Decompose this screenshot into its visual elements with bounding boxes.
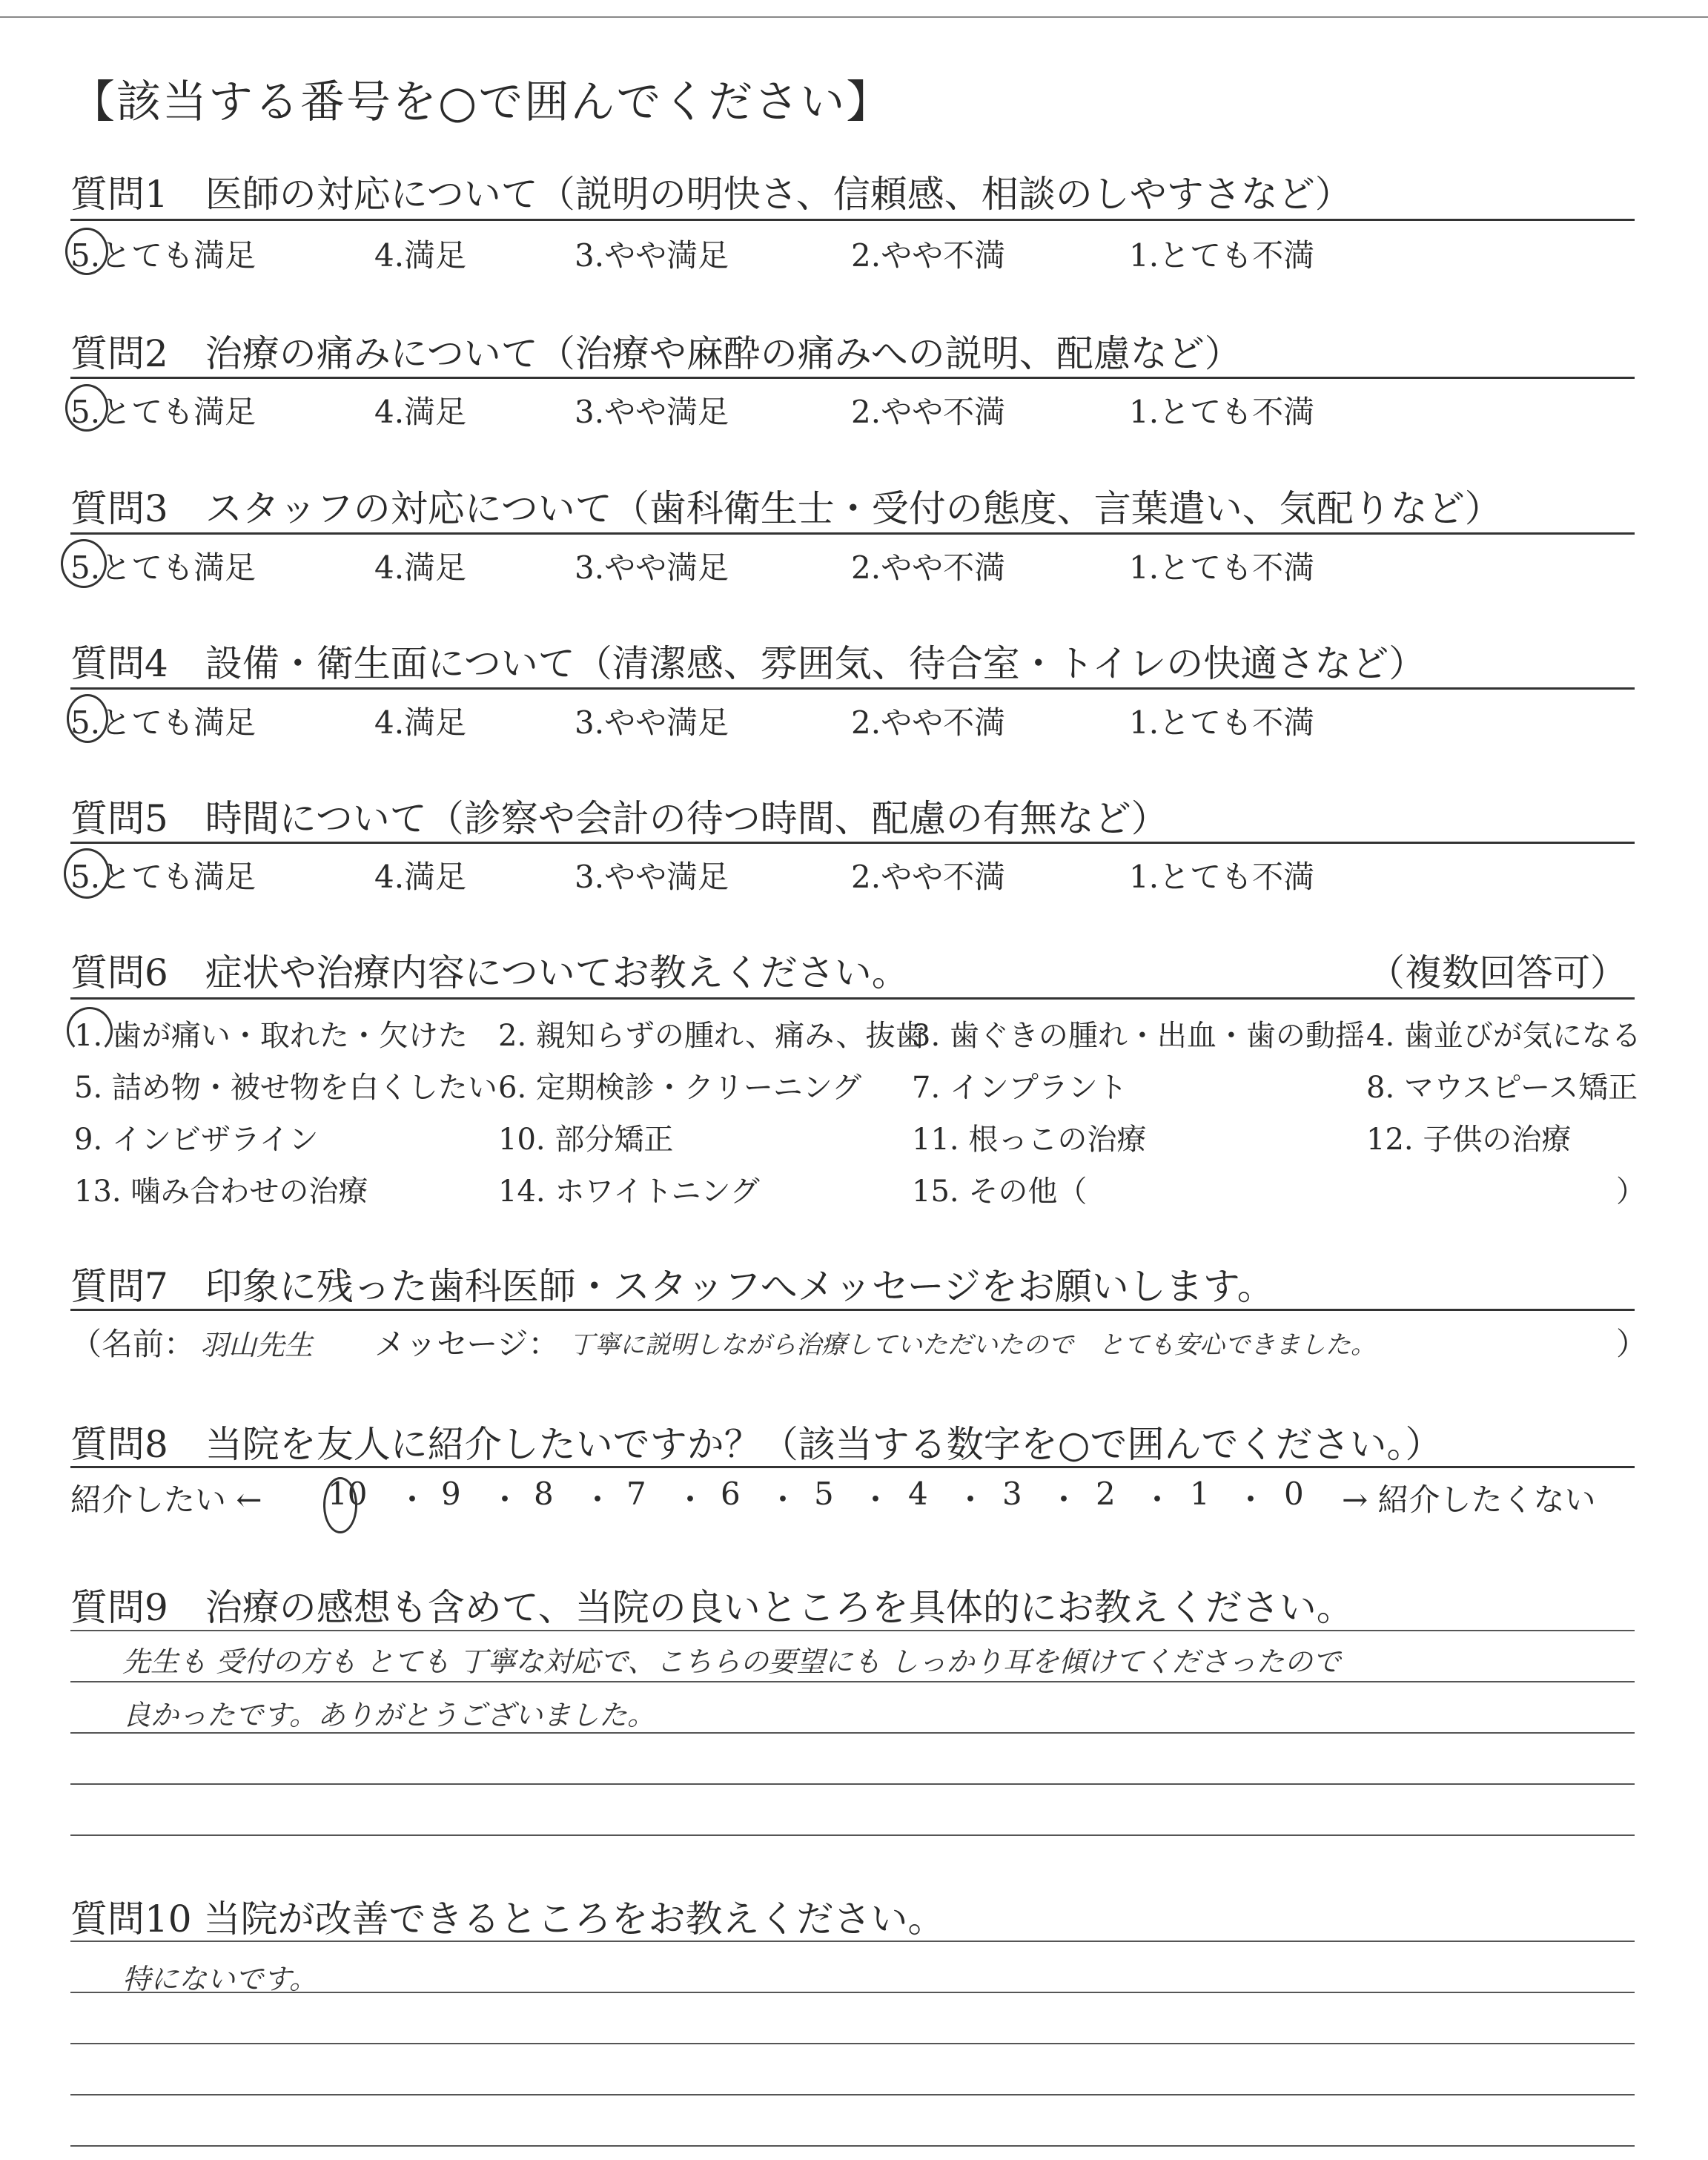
answer-circle bbox=[67, 1007, 113, 1054]
answer-circle bbox=[67, 694, 108, 743]
scale-dot: ・ bbox=[860, 1482, 892, 1518]
scale-number[interactable]: 1 bbox=[1190, 1476, 1210, 1512]
option-4[interactable]: 4.満足 bbox=[374, 237, 467, 274]
answer-line bbox=[70, 1783, 1635, 1785]
option-2[interactable]: 2.やや不満 bbox=[851, 549, 1006, 586]
answer-line bbox=[70, 1834, 1635, 1836]
answer-line bbox=[70, 2043, 1635, 2044]
scale-dot: ・ bbox=[1235, 1482, 1267, 1518]
symptom-option[interactable]: 8. マウスピース矯正 bbox=[1366, 1071, 1638, 1105]
answer-line bbox=[70, 1681, 1635, 1682]
scale-number[interactable]: 7 bbox=[626, 1476, 646, 1512]
question-1-rule bbox=[70, 219, 1635, 221]
name-label: （名前： bbox=[70, 1326, 196, 1362]
symptom-option[interactable]: 7. インプラント bbox=[912, 1071, 1128, 1105]
option-4[interactable]: 4.満足 bbox=[374, 704, 467, 741]
scale-number[interactable]: 4 bbox=[908, 1476, 928, 1512]
scale-dot: ・ bbox=[582, 1482, 614, 1518]
scale-number[interactable]: 0 bbox=[1284, 1476, 1304, 1512]
scale-number[interactable]: 10 bbox=[328, 1476, 368, 1512]
multiple-answers-note: （複数回答可） bbox=[1368, 951, 1627, 994]
symptom-option[interactable]: 12. 子供の治療 bbox=[1366, 1123, 1572, 1157]
other-close-paren: ） bbox=[1616, 1175, 1646, 1209]
question-10-heading: 質問10 当院が改善できるところをお教えください。 bbox=[70, 1898, 945, 1941]
scale-number[interactable]: 9 bbox=[441, 1476, 461, 1512]
question-7-rule bbox=[70, 1309, 1635, 1311]
scale-dot: ・ bbox=[675, 1482, 706, 1518]
question-5-heading: 質問5 時間について（診察や会計の待つ時間、配慮の有無など） bbox=[70, 797, 1168, 840]
scale-dot: ・ bbox=[767, 1482, 799, 1518]
answer-line bbox=[70, 2145, 1635, 2147]
q10-answer-line-1[interactable]: 特にないです。 bbox=[122, 1963, 317, 1995]
question-5-rule bbox=[70, 842, 1635, 844]
scale-dot: ・ bbox=[955, 1482, 987, 1518]
question-1-heading: 質問1 医師の対応について（説明の明快さ、信頼感、相談のしやすさなど） bbox=[70, 173, 1352, 216]
option-3[interactable]: 3.やや満足 bbox=[575, 859, 729, 895]
answer-line bbox=[70, 1992, 1635, 1993]
answer-line bbox=[70, 2094, 1635, 2095]
symptom-option[interactable]: 15. その他（ bbox=[912, 1175, 1088, 1209]
question-4-heading: 質問4 設備・衛生面について（清潔感、雰囲気、待合室・トイレの快適さなど） bbox=[70, 642, 1426, 685]
scale-dot: ・ bbox=[1048, 1482, 1080, 1518]
option-2[interactable]: 2.やや不満 bbox=[851, 237, 1006, 274]
answer-circle bbox=[61, 539, 107, 588]
question-6-heading: 質問6 症状や治療内容についてお教えください。 bbox=[70, 951, 909, 994]
option-1[interactable]: 1.とても不満 bbox=[1129, 549, 1315, 586]
symptom-option[interactable]: 9. インビザライン bbox=[74, 1123, 319, 1157]
symptom-option[interactable]: 5. 詰め物・被せ物を白くしたい bbox=[74, 1071, 497, 1105]
answer-circle bbox=[323, 1477, 357, 1533]
option-3[interactable]: 3.やや満足 bbox=[575, 237, 729, 274]
option-1[interactable]: 1.とても不満 bbox=[1129, 394, 1315, 430]
scan-top-edge bbox=[0, 16, 1708, 18]
q9-answer-line-1[interactable]: 先生も 受付の方も とても 丁寧な対応で、こちらの要望にも しっかり耳を傾けてくださったので bbox=[122, 1645, 1341, 1678]
message-value[interactable]: 丁寧に説明しながら治療していただいたので とても安心できました。 bbox=[569, 1330, 1376, 1360]
question-2-rule bbox=[70, 377, 1635, 379]
question-2-heading: 質問2 治療の痛みについて（治療や麻酔の痛みへの説明、配慮など） bbox=[70, 332, 1242, 375]
symptom-option[interactable]: 2. 親知らずの腫れ、痛み、抜歯 bbox=[498, 1019, 925, 1053]
answer-line bbox=[70, 1941, 1635, 1942]
option-1[interactable]: 1.とても不満 bbox=[1129, 704, 1315, 741]
option-4[interactable]: 4.満足 bbox=[374, 394, 467, 430]
symptom-option[interactable]: 13. 噛み合わせの治療 bbox=[74, 1175, 368, 1209]
scale-dot: ・ bbox=[1142, 1482, 1174, 1518]
message-label: メッセージ： bbox=[374, 1326, 560, 1362]
option-5[interactable]: 5.とても満足 bbox=[70, 549, 256, 586]
question-6-rule bbox=[70, 997, 1635, 1000]
symptom-option[interactable]: 11. 根っこの治療 bbox=[912, 1123, 1147, 1157]
scale-dot: ・ bbox=[489, 1482, 521, 1518]
question-3-rule bbox=[70, 532, 1635, 535]
option-5[interactable]: 5.とても満足 bbox=[70, 704, 256, 741]
symptom-option[interactable]: 1. 歯が痛い・取れた・欠けた bbox=[74, 1019, 468, 1053]
option-5[interactable]: 5.とても満足 bbox=[70, 859, 256, 895]
question-3-heading: 質問3 スタッフの対応について（歯科衛生士・受付の態度、言葉遣い、気配りなど） bbox=[70, 487, 1502, 530]
symptom-option[interactable]: 3. 歯ぐきの腫れ・出血・歯の動揺 bbox=[912, 1019, 1365, 1053]
answer-circle bbox=[64, 848, 110, 899]
option-4[interactable]: 4.満足 bbox=[374, 859, 467, 895]
option-2[interactable]: 2.やや不満 bbox=[851, 859, 1006, 895]
option-4[interactable]: 4.満足 bbox=[374, 549, 467, 586]
answer-circle bbox=[65, 384, 108, 432]
page-title: 【該当する番号を○で囲んでください】 bbox=[70, 76, 893, 128]
scale-number[interactable]: 6 bbox=[721, 1476, 741, 1512]
symptom-option[interactable]: 10. 部分矯正 bbox=[498, 1123, 674, 1157]
q9-answer-line-2[interactable]: 良かったです。ありがとうございました。 bbox=[122, 1699, 655, 1731]
scale-number[interactable]: 2 bbox=[1096, 1476, 1116, 1512]
scale-number[interactable]: 3 bbox=[1002, 1476, 1022, 1512]
option-1[interactable]: 1.とても不満 bbox=[1129, 237, 1315, 274]
symptom-option[interactable]: 14. ホワイトニング bbox=[498, 1175, 760, 1209]
question-8-heading: 質問8 当院を友人に紹介したいですか？（該当する数字を○で囲んでください。） bbox=[70, 1423, 1443, 1466]
answer-line bbox=[70, 1732, 1635, 1734]
option-2[interactable]: 2.やや不満 bbox=[851, 394, 1006, 430]
scale-right-label: → 紹介したくない bbox=[1342, 1482, 1596, 1518]
scale-number[interactable]: 8 bbox=[534, 1476, 554, 1512]
option-3[interactable]: 3.やや満足 bbox=[575, 704, 729, 741]
option-2[interactable]: 2.やや不満 bbox=[851, 704, 1006, 741]
answer-line bbox=[70, 1630, 1635, 1631]
option-3[interactable]: 3.やや満足 bbox=[575, 394, 729, 430]
question-4-rule bbox=[70, 687, 1635, 690]
question-9-heading: 質問9 治療の感想も含めて、当院の良いところを具体的にお教えください。 bbox=[70, 1586, 1354, 1629]
question-8-rule bbox=[70, 1466, 1635, 1468]
symptom-option[interactable]: 6. 定期検診・クリーニング bbox=[498, 1071, 862, 1105]
option-5[interactable]: 5.とても満足 bbox=[70, 394, 256, 430]
option-3[interactable]: 3.やや満足 bbox=[575, 549, 729, 586]
name-value[interactable]: 羽山先生 bbox=[200, 1329, 314, 1361]
scale-left-label: 紹介したい ← bbox=[70, 1482, 262, 1518]
scale-number[interactable]: 5 bbox=[814, 1476, 834, 1512]
option-1[interactable]: 1.とても不満 bbox=[1129, 859, 1315, 895]
message-close-paren: ） bbox=[1616, 1326, 1648, 1362]
scale-dot: ・ bbox=[397, 1482, 428, 1518]
option-5[interactable]: 5.とても満足 bbox=[70, 237, 256, 274]
symptom-option[interactable]: 4. 歯並びが気になる bbox=[1366, 1019, 1641, 1053]
question-7-heading: 質問7 印象に残った歯科医師・スタッフへメッセージをお願いします。 bbox=[70, 1265, 1274, 1308]
answer-circle bbox=[65, 228, 108, 275]
